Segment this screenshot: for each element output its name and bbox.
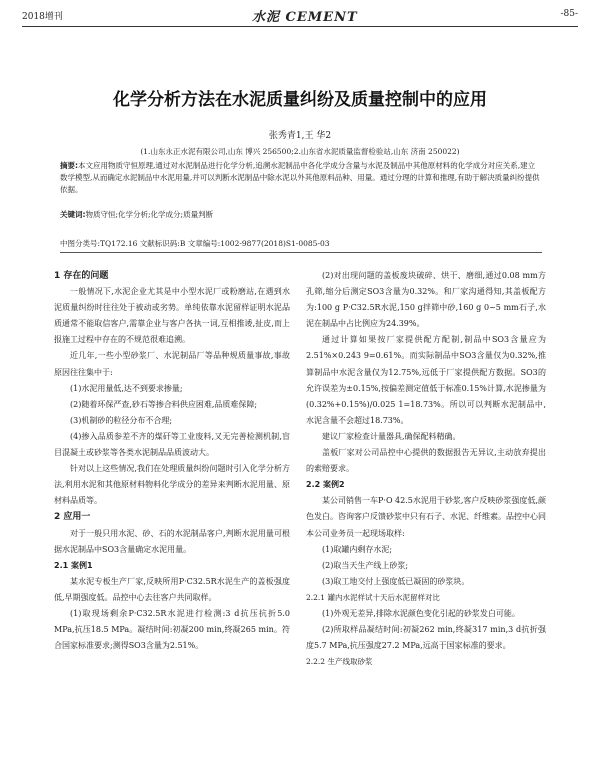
subsection-heading: 2.2 案例2 (306, 480, 345, 490)
meta-rule (60, 252, 542, 253)
keywords-text: 物质守恒;化学分析;化学成分;质量判断 (85, 210, 214, 219)
list-item: (3)取工地交付上强度低已凝固的砂浆块。 (322, 576, 470, 586)
keywords-label: 关键词: (60, 210, 86, 219)
header-rule (22, 26, 578, 27)
list-item: (2)随着环保严查,砂石等掺合料供应困难,品质难保障; (70, 399, 258, 409)
paragraph: 对于一般只用水泥、砂、石的水泥制品客户,判断水泥用量可根据水泥制品中SO3含量确定水泥用量。 (54, 528, 290, 554)
subsection-heading: 2.1 案例1 (54, 560, 93, 570)
list-item: (2)取当天生产线上砂浆; (322, 560, 409, 570)
section-heading: 1 存在的问题 (54, 271, 109, 281)
keywords (60, 209, 542, 220)
left-column (54, 268, 290, 654)
subsubsection-heading: 2.2.1 罐内水泥样试十天后水泥留样对比 (306, 592, 440, 602)
paragraph: 一般情况下,水泥企业尤其是中小型水泥厂或粉磨站,在遇到水泥质量纠纷时往往处于被动或劣势。单纯依靠水泥留样证明水泥品质通常不能取信客户,需靠企业与客户各执一词,互相推诿,扯皮,而上报施工过程中存在的不规范很难追溯。 (54, 287, 290, 345)
journal-logo: 水泥 CEMENT (252, 10, 358, 25)
running-header (22, 6, 578, 26)
issue-label: 2018增刊 (22, 12, 63, 22)
list-item: (3)机制砂的粒径分布不合理; (70, 415, 173, 425)
paragraph: (2)所取样品凝结时间:初凝262 min,终凝317 min,3 d抗折强度5.7 MPa,抗压强度27.2 MPa,远高于国家标准的要求。 (306, 625, 546, 651)
paragraph: 针对以上这些情况,我们在处理质量纠纷问题时引入化学分析方法,利用水泥和其他原材料物料化学成分的差异来判断水泥用量、原材料品质等。 (54, 464, 290, 506)
right-column (306, 268, 546, 670)
abstract-text: 本文应用物质守恒原理,通过对水泥制品进行化学分析,追溯水泥制品中各化学成分含量与水泥及制品中其他原材料的化学成分对应关系,建立数学模型,从而确定水泥制品中水泥用量,并可以判断水泥制品中除水泥以外其他原料品种、用量。通过分理的计算和推理,有助于解决质量纠纷提供依据。 (60, 161, 540, 194)
section-heading: 2 应用一 (54, 512, 91, 523)
classification-meta: 中图分类号:TQ172.16 文献标识码:B 文章编号:1002-9877(2018)S1-0085-03 (60, 239, 330, 248)
paragraph: (2)对出现问题的盖板废块破碎、烘干、磨细,通过0.08 mm方孔筛,缩分后测定SO3含量为0.32%。和厂家沟通得知,其盖板配方为:100 g P·C32.5R水泥,150 g拌筛中砂,160 g 0~5 mm石子,水泥在制品中占比例应为24.39%。 (306, 271, 546, 329)
paragraph: 通过计算如果按厂家提供配方配制,制品中SO3含量应为2.51%×0.243 9=0.61%。而实际制品中SO3含量仅为0.32%,推算制品中水泥含量仅为12.75%,远低于厂家提供配方数据。SO3的允许误差为±0.15%,按偏差测定值低于标准0.15%计算,水泥掺量为(0.32%+0.15%)/0.025 1=18.73%。所以可以判断水泥制品中,水泥含量不会超过18.73%。 (306, 335, 546, 425)
paragraph: 近几年,一些小型砂浆厂、水泥制品厂等品种规质量事故,事故原因往往集中于: (54, 351, 290, 377)
paragraph: 某公司销售一车P·O 42.5水泥用于砂浆,客户反映砂浆强度低,颜色发白。咨询客户反馈砂浆中只有石子、水泥、纤维素。品控中心同本公司业务员一起现场取样: (306, 496, 546, 538)
list-item: (4)掺入品质参差不齐的煤矸等工业废料,又无完善检测机制,盲目混凝土或砂浆等各类水泥制品品质波动大。 (54, 431, 290, 458)
authors: 张秀青1,王 华2 (268, 131, 332, 141)
abstract (60, 160, 542, 196)
list-item: (1)取罐内剩存水泥; (322, 544, 393, 554)
paragraph: 建议厂家检查计量器具,确保配料精确。 (322, 431, 461, 441)
article-title: 化学分析方法在水泥质量纠纷及质量控制中的应用 (113, 90, 487, 110)
affiliation: (1.山东永正水泥有限公司,山东 博兴 256500;2.山东省水泥质量监督检验站,山东 济南 250022) (140, 147, 460, 156)
paragraph: (1)取现场剩余P·C32.5R水泥进行检测:3 d抗压抗折5.0 MPa,抗压18.5 MPa。凝结时间:初凝200 min,终凝265 min。符合国家标准要求;测得SO3含量为2.51%。 (54, 608, 290, 651)
subsubsection-heading: 2.2.2 生产线取砂浆 (306, 657, 373, 667)
paragraph: 盖板厂家对公司品控中心提供的数据报告无异议,主动放弃提出的索赔要求。 (306, 448, 546, 474)
paragraph: (1)外观无差异,排除水泥颜色变化引起的砂浆发白可能。 (322, 608, 520, 618)
page-number: -85- (560, 9, 578, 19)
list-item: (1)水泥用量低,达不到要求掺量; (70, 383, 183, 393)
paragraph: 某水泥专板生产厂家,反映所用P·C32.5R水泥生产的盖板强度低,早期强度低。品控中心去往客户共同取样。 (54, 576, 290, 602)
abstract-label: 摘要: (60, 161, 78, 170)
